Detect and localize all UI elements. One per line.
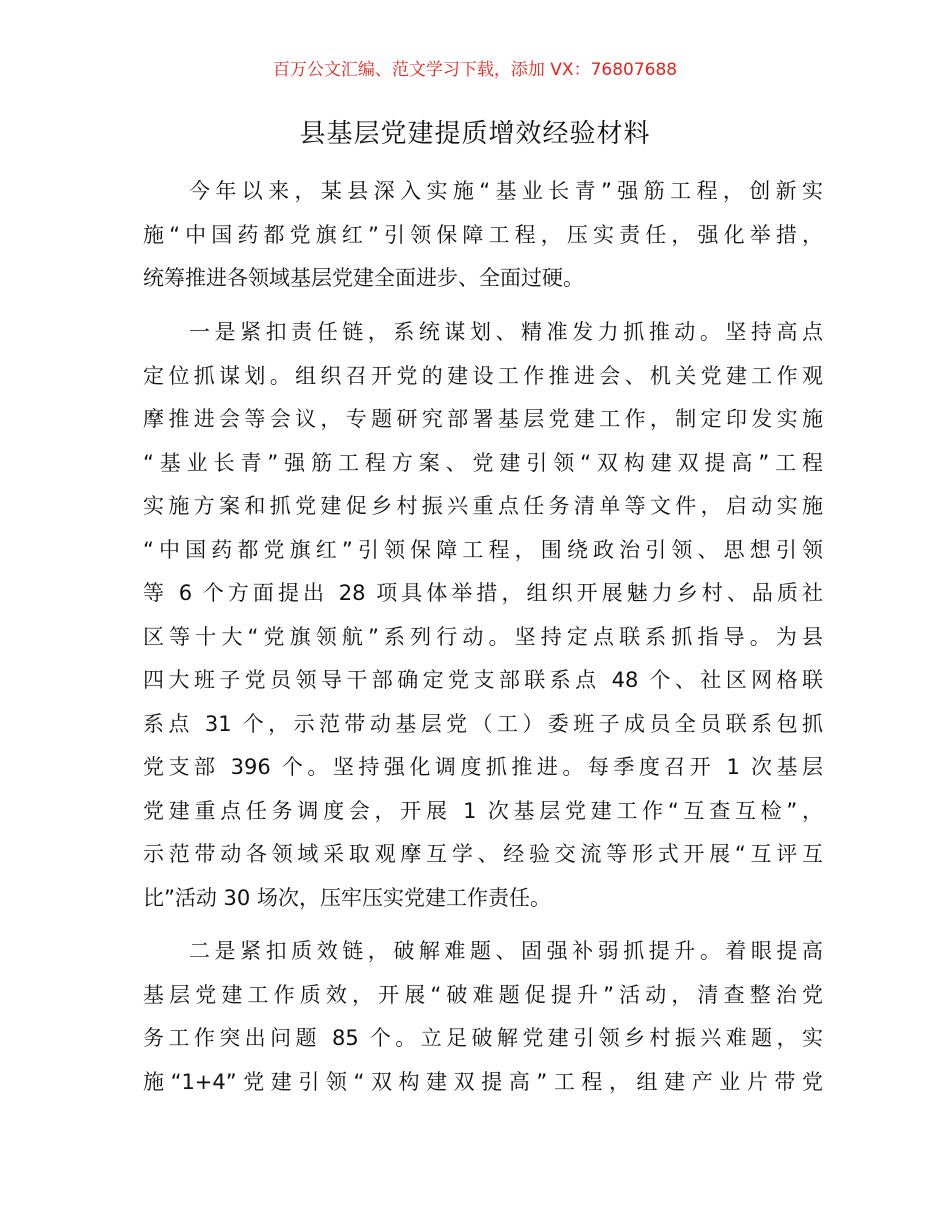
paragraph-line: 四大班子党员领导干部确定党支部联系点 48 个、社区网格联 [143,668,823,692]
paragraph-line: 系点 31 个，示范带动基层党（工）委班子成员全员联系包抓 [143,711,823,736]
paragraph-line: 党建重点任务调度会，开展 1 次基层党建工作“互查互检”， [143,798,823,823]
paragraph-line: 示范带动各领域采取观摩互学、经验交流等形式开展“互评互 [143,842,823,866]
paragraph-line: 一是紧扣责任链，系统谋划、精准发力抓推动。坚持高点 [189,320,823,344]
paragraph-line: 务工作突出问题 85 个。立足破解党建引领乡村振兴难题，实 [143,1026,823,1050]
paragraph-line: 实施方案和抓党建促乡村振兴重点任务清单等文件，启动实施 [143,494,823,518]
paragraph-line: 区等十大“党旗领航”系列行动。坚持定点联系抓指导。为县 [143,624,823,649]
paragraph-line: “中国药都党旗红”引领保障工程，围绕政治引领、思想引领 [143,537,823,562]
paragraph-line: 摩推进会等会议，专题研究部署基层党建工作，制定印发实施 [143,407,823,431]
paragraph-line: 今年以来，某县深入实施“基业长青”强筋工程，创新实 [189,179,823,203]
paragraph-line: 施“1+4”党建引领“双构建双提高”工程，组建产业片带党 [143,1069,823,1094]
paragraph-line: 党支部 396 个。坚持强化调度抓推进。每季度召开 1 次基层 [143,755,823,779]
paragraph-2 [143,311,823,920]
paragraph-line: 比”活动 30 场次，压牢压实党建工作责任。 [143,885,551,910]
document-title: 县基层党建提质增效经验材料 [299,119,651,149]
paragraph-line: 等 6 个方面提出 28 项具体举措，组织开展魅力乡村、品质社 [143,581,823,605]
paragraph-line: 二是紧扣质效链，破解难题、固强补弱抓提升。着眼提高 [189,939,823,963]
paragraph-line: 统筹推进各领域基层党建全面进步、全面过硬。 [143,266,584,290]
watermark-header: 百万公文汇编、范文学习下载，添加 VX：76807688 [272,60,678,80]
paragraph-line: 定位抓谋划。组织召开党的建设工作推进会、机关党建工作观 [143,363,823,388]
paragraph-1 [143,170,823,301]
paragraph-line: 施“中国药都党旗红”引领保障工程，压实责任，强化举措， [143,222,823,247]
paragraph-line: 基层党建工作质效，开展“破难题促提升”活动，清查整治党 [143,982,823,1007]
paragraph-3 [143,930,823,1104]
paragraph-line: “基业长青”强筋工程方案、党建引领“双构建双提高”工程 [143,450,823,475]
